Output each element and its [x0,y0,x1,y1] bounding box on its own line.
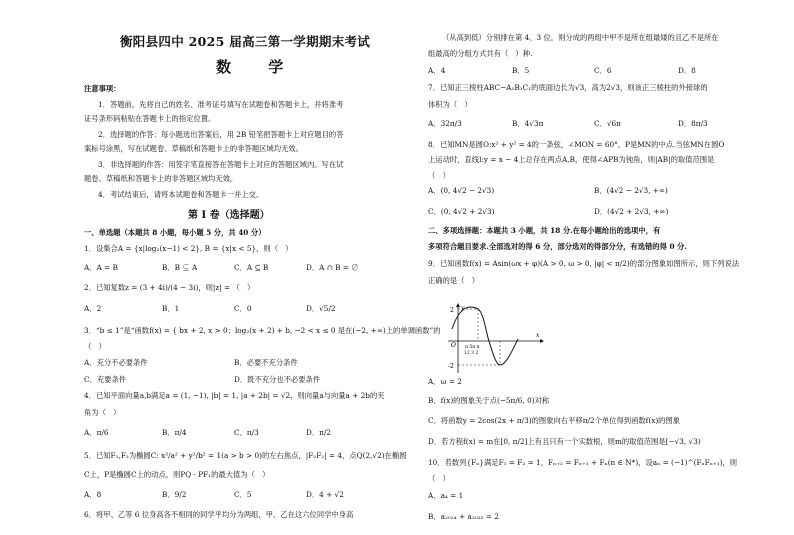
q4-option-d: D．π/2 [306,428,332,437]
x-tick-labels: π 5π π [465,345,480,350]
question-8: 8．已知MN是圆O:x² + y² = 4的一条弦，∠MON = 60°，P是MN的中点.当弦MN在圆O [428,140,725,149]
sine-graph-svg [448,303,548,375]
part1-title: 第 I 卷（选择题） [188,210,270,221]
question-5-cont: C上，P是椭圆C上的动点，则PQ · PF₁的最大值为（ ） [84,470,270,479]
question-4-cont: 角为（ ） [84,408,121,417]
q5-option-b: B．9/2 [162,490,187,499]
q7-option-a: A．32π/3 [428,119,462,128]
single-choice-heading: 一、单选题（本题共 8 小题，每小题 5 分，共 40 分） [84,228,266,237]
question-6-cont: 组最高的分组方式共有（ ）种. [428,49,533,58]
question-4: 4．已知平面向量a,b满足a = (1, −1), |b| = 1, |a + 2b| = √2，则向量a与向量a + 2b的夹 [84,391,385,400]
question-7: 7．已知正三棱柱ABC−A₁B₁C₁的底面边长为√3，高为2√3，则该正三棱柱的外接球的 [428,83,708,92]
multi-choice-heading-cont: 多项符合题目要求.全部选对的得 6 分，部分选对的得部分分，有选错的得 0 分. [428,242,687,251]
question-10-cont: （ ） [428,474,450,483]
notice-line: 4．考试结束后，请将本试题卷和答题卡一并上交。 [98,190,264,199]
q9-option-c: C．将函数y = 2cos(2x + π/3)的图象向右平移π/2个单位得到函数f(x)的图象 [428,416,681,425]
q1-option-d: D．A ∩ B = ∅ [306,263,359,272]
q1-option-c: C．A ⊆ B [234,263,269,272]
q1-option-b: B．B ⊊ A [162,263,198,272]
notice-heading: 注意事项： [84,84,121,93]
notice-line: 2．选择题的作答：每小题选出答案后，用 2B 铅笔把答题卡上对应题目的答 [98,130,344,139]
question-3-cont: （ ） [84,342,106,351]
q6-option-c: C．6 [594,66,612,75]
q7-option-c: C．√6π [594,119,621,128]
q5-option-d: D．4 + √2 [306,490,344,499]
question-6-cont: （从高到低）分别排在第 4、3 位，则分成的两组中甲不是所在组最矮的且乙不是所在 [442,33,719,42]
question-2: 2．已知复数z = (3 + 4i)/(4 − 3i)，则|z| = （ ） [84,283,255,292]
q6-option-b: B．5 [512,66,530,75]
q2-option-d: D．√5/2 [306,304,336,313]
question-5: 5．已知F₁,F₂为椭圆C: x²/a² + y²/b² = 1(a > b > 0)的左右焦点，|F₂F₂| = 4，点Q(2,√2)在椭圆 [84,451,407,460]
question-10: 10．若数列{Fₙ}满足F₁ = F₂ = 1，Fₙ₊₂ = Fₙ₊₁ + Fₙ(n ∈ N*)，设aₙ = (−1)^(FₙFₙ₊₁)，则 [428,458,738,467]
exam-title: 衡阳县四中 2025 届高三第一学期期末考试 [120,34,371,49]
question-9-cont: 正确的是（ ） [428,276,480,285]
notice-line: 证号条形码粘贴在答题卡上的指定位置。 [84,114,216,123]
origin-label: O [451,342,456,349]
question-7-cont: 体积为（ ） [428,100,472,109]
q9-option-b: B．f(x)的图象关于点(−5π/6, 0)对称 [428,396,550,405]
question-6: 6．将甲、乙等 6 位身高各不相同的同学平均分为两组，甲、乙在这六位同学中身高 [84,510,354,519]
q9-option-d: D．若方程f(x) = m在[0, π/2]上有且只有一个实数根，则m的取值范围是[−√3, √3) [428,437,701,446]
q6-option-a: A．4 [428,66,446,75]
function-graph [448,303,548,375]
q8-option-c: C．(0, 4√2 + 2√3) [428,207,495,216]
q7-option-d: D．8π/3 [678,119,708,128]
q2-option-a: A．2 [84,304,102,313]
question-1: 1．设集合A = {x|log₂(x−1) < 2}, B = {x|x < 5}，则（ ） [84,244,293,253]
q6-option-d: D．8 [678,66,696,75]
q10-option-a: A．a₄ = 1 [428,491,464,500]
y-min-label: -2 [448,363,454,370]
x-axis-arrow [540,339,544,343]
q3-option-a: A．充分不必要条件 [84,358,148,367]
notice-line: 题卷、草稿纸和答题卡上的非答题区域均无效。 [84,174,238,183]
question-9: 9．已知函数f(x) = Asin(ωx + φ)(A > 0, ω > 0, |φ| < π/2)的部分图象如图所示，则下列说法 [428,259,740,268]
x-axis-label: x [536,332,540,339]
multi-choice-heading: 二、多项选择题：本题共 3 小题，共 18 分.在每小题给出的选项中，有 [428,226,661,235]
q4-option-c: C．π/3 [234,428,259,437]
q1-option-a: A．A = B [84,263,118,272]
q3-option-d: D．既不充分也不必要条件 [234,375,321,384]
q5-option-a: A．8 [84,490,102,499]
q10-option-b: B．a₂₀₂₄ + a₂₀₂₅ = 2 [428,512,499,521]
x-tick-denominators: 12 3 2 [464,351,479,356]
y-axis-arrow [456,303,460,307]
q4-option-b: B．π/4 [162,428,187,437]
notice-line: 3．非选择题的作答：用签字笔直接答在答题卡上对应的答题区域内。写在试 [98,160,344,169]
subject-title: 数 学 [216,58,300,76]
q8-option-d: D．(4√2 + 2√3, +∞) [594,207,669,216]
y-max-label: 2 [450,307,454,314]
q7-option-b: B．4√3π [512,119,544,128]
q5-option-c: C．5 [234,490,252,499]
q8-option-b: B．(4√2 − 2√3, +∞) [594,186,668,195]
q4-option-a: A．π/6 [84,428,109,437]
notice-line: 1．答题前，先将自己的姓名、准考证号填写在试题卷和答题卡上，并将准考 [98,100,344,109]
q9-option-a: A．ω = 2 [428,377,462,386]
sine-curve [452,307,518,365]
question-8-cont: （ ） [428,171,450,180]
q3-option-b: B．必要不充分条件 [234,358,298,367]
q2-option-b: B．1 [162,304,180,313]
y-axis-label: y [461,305,465,312]
q8-option-a: A．(0, 4√2 − 2√3) [428,186,495,195]
q3-option-c: C．充要条件 [84,375,127,384]
q2-option-c: C．0 [234,304,252,313]
notice-line: 案标号涂黑，写在试题卷、草稿纸和答题卡上的非答题区域均无效。 [84,144,303,153]
question-3: 3．“b ≤ 1”是“函数f(x) = { bx + 2, x > 0；log₂(x + 2) + b, −2 < x ≤ 0 是在(−2, +∞)上的单调函数”的 [84,326,441,335]
question-8-cont: 上运动时，直线l:y = x − 4上总存在两点A,B，使得∠APB为钝角，则|AB|的取值范围是 [428,155,715,164]
